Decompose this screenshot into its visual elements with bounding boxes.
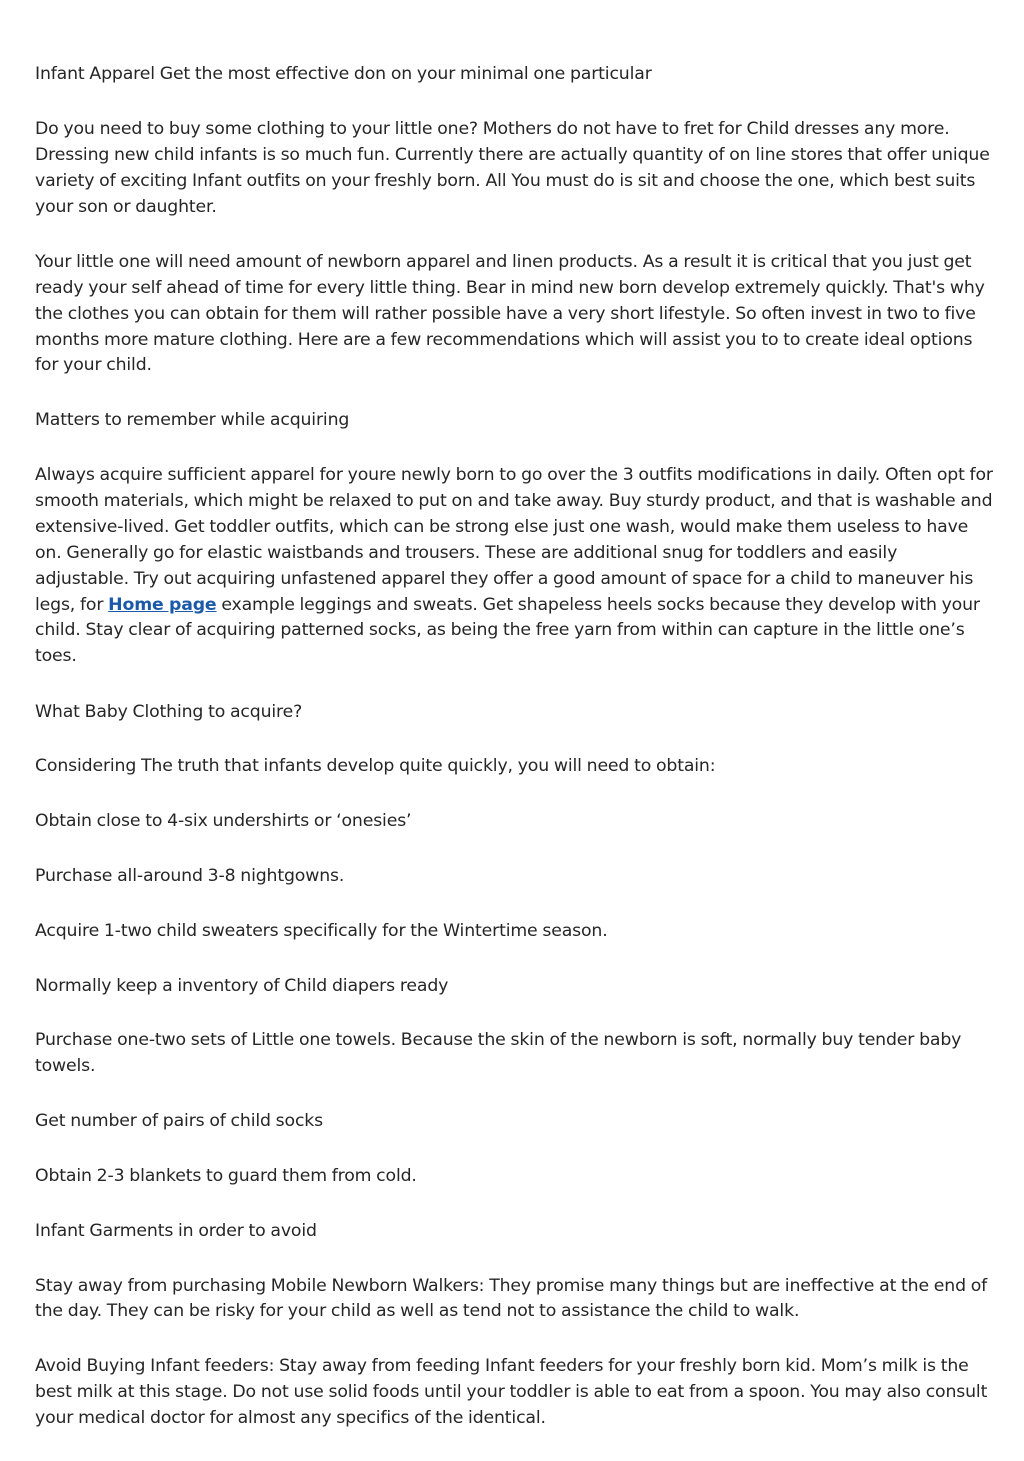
list-item: Purchase one-two sets of Little one towels. Because the skin of the newborn is soft, normally buy tender baby towels. xyxy=(35,1030,962,1077)
paragraph-buying-tips-text-end: example leggings and sweats. Get shapeless heels socks because they develop with your child. Stay clear of acquiring patterned socks, as being the free yarn from within can capture in the little one’s toes. xyxy=(35,594,980,667)
paragraph-feeders: Avoid Buying Infant feeders: Stay away from feeding Infant feeders for your freshly born kid. Mom’s milk is the best milk at this stage. Do not use solid foods until your toddler is able to eat from a spoon. You may also consult your medical doctor for almost any specifics of the identical. xyxy=(35,1356,988,1429)
list-item: Get number of pairs of child socks xyxy=(35,1111,324,1132)
section-heading-things-to-remember: Matters to remember while acquiring xyxy=(35,410,350,431)
list-item: Obtain 2-3 blankets to guard them from cold. xyxy=(35,1165,417,1186)
document-title: Infant Apparel Get the most effective don on your minimal one particular xyxy=(35,64,652,84)
document-body xyxy=(35,62,993,1461)
paragraph-considering: Considering The truth that infants develop quite quickly, you will need to obtain: xyxy=(35,756,716,777)
list-item: Acquire 1-two child sweaters specifically for the Wintertime season. xyxy=(35,920,608,941)
paragraph-preparation: Your little one will need amount of newborn apparel and linen products. As a result it is critical that you just get ready your self ahead of time for every little thing. Bear in mind new born develop extremely quickly. That's why the clothes you can obtain for them will rather possible have a very short lifestyle. So often invest in two to five months more mature clothing. Here are a few recommendations which will assist you to to create ideal options for your child. xyxy=(35,251,985,376)
list-item: Normally keep a inventory of Child diapers ready xyxy=(35,975,449,996)
section-heading-what-to-buy: What Baby Clothing to acquire? xyxy=(35,701,303,722)
paragraph-walkers: Stay away from purchasing Mobile Newborn Walkers: They promise many things but are ineffective at the end of the day. They can be risky for your child as well as tend not to assistance the child to walk. xyxy=(35,1275,988,1322)
home-page-link[interactable]: Home page xyxy=(108,594,217,615)
paragraph-buying-tips-text-start: Always acquire sufficient apparel for youre newly born to go over the 3 outfits modifications in daily. Often opt for smooth materials, which might be relaxed to put on and take away. Buy sturdy product, and that is washable and extensive-lived. Get toddler outfits, which can be strong else just one wash, would make them useless to have on. Generally go for elastic waistbands and trousers. These are additional snug for toddlers and easily adjustable. Try out acquiring unfastened apparel they offer a good amount of space for a child to maneuver his legs, for xyxy=(35,465,993,615)
paragraph-buying-tips xyxy=(35,463,993,670)
section-heading-avoid: Infant Garments in order to avoid xyxy=(35,1220,317,1241)
list-item: Purchase all-around 3-8 nightgowns. xyxy=(35,866,345,887)
list-item: Obtain close to 4-six undershirts or ‘onesies’ xyxy=(35,811,412,832)
paragraph-intro: Do you need to buy some clothing to your little one? Mothers do not have to fret for Child dresses any more. Dressing new child infants is so much fun. Currently there are actually quantity of on line stores that offer unique variety of exciting Infant outfits on your freshly born. All You must do is sit and choose the one, which best suits your son or daughter. xyxy=(35,118,990,217)
